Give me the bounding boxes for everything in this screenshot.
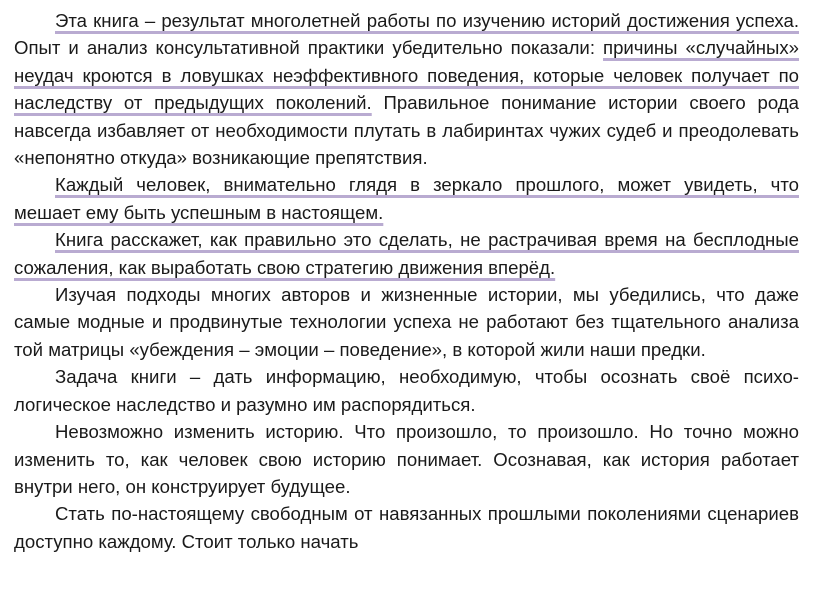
paragraph-task	[14, 363, 799, 418]
highlighted-text: Книга расскажет, как правильно это сделать, не растрачивая время на бесплодные сожаления, как выработать свою стратегию движения вперёд.	[14, 229, 799, 278]
paragraph-intro	[14, 7, 799, 171]
document-page	[14, 7, 799, 555]
paragraph-book-tells	[14, 226, 799, 281]
highlighted-text: причины «случайных» неудач кроются в ловушках неэффективного поведения, которые человек получает по наследству от предыдущих поколений.	[14, 37, 800, 114]
paragraph-approaches	[14, 281, 799, 363]
plain-text: Изучая подходы многих авторов и жизненные истории, мы убедились, что даже самые модные и продвинутые технологии успеха не работают без тщательного анализа той матрицы «убеждения – эмоции – поведение», в которой жили наши предки.	[14, 284, 799, 360]
plain-text: Стать по-настоящему свободным от навязанных прошлыми поколениями сценариев доступно каждому. Стоит только начать	[14, 503, 799, 552]
highlighted-text: Эта книга – результат многолетней работы по изучению историй достижения успеха.	[55, 10, 799, 31]
plain-text: Невозможно изменить историю. Что произошло, то произошло. Но точно можно изменить то, как человек свою историю понимает. Осознавая, как история работает внутри него, он конструирует будущее.	[14, 421, 799, 497]
plain-text: Правильное понимание истории своего рода навсегда избавляет от необходимости плутать в лабиринтах чужих судеб и преодолевать «непонятно откуда» возникающие препятствия.	[14, 92, 799, 169]
paragraph-mirror	[14, 171, 799, 226]
highlighted-text: Каждый человек, внимательно глядя в зеркало прошлого, может увидеть, что мешает ему быть успешным в настоящем.	[14, 174, 799, 223]
paragraph-history	[14, 418, 799, 500]
plain-text: Задача книги – дать информацию, необходимую, чтобы осознать своё психологическое наследство и разумно им распорядиться.	[14, 366, 799, 415]
paragraph-freedom	[14, 500, 799, 555]
plain-text: Опыт и анализ консультативной практики убедительно показали:	[14, 37, 604, 59]
